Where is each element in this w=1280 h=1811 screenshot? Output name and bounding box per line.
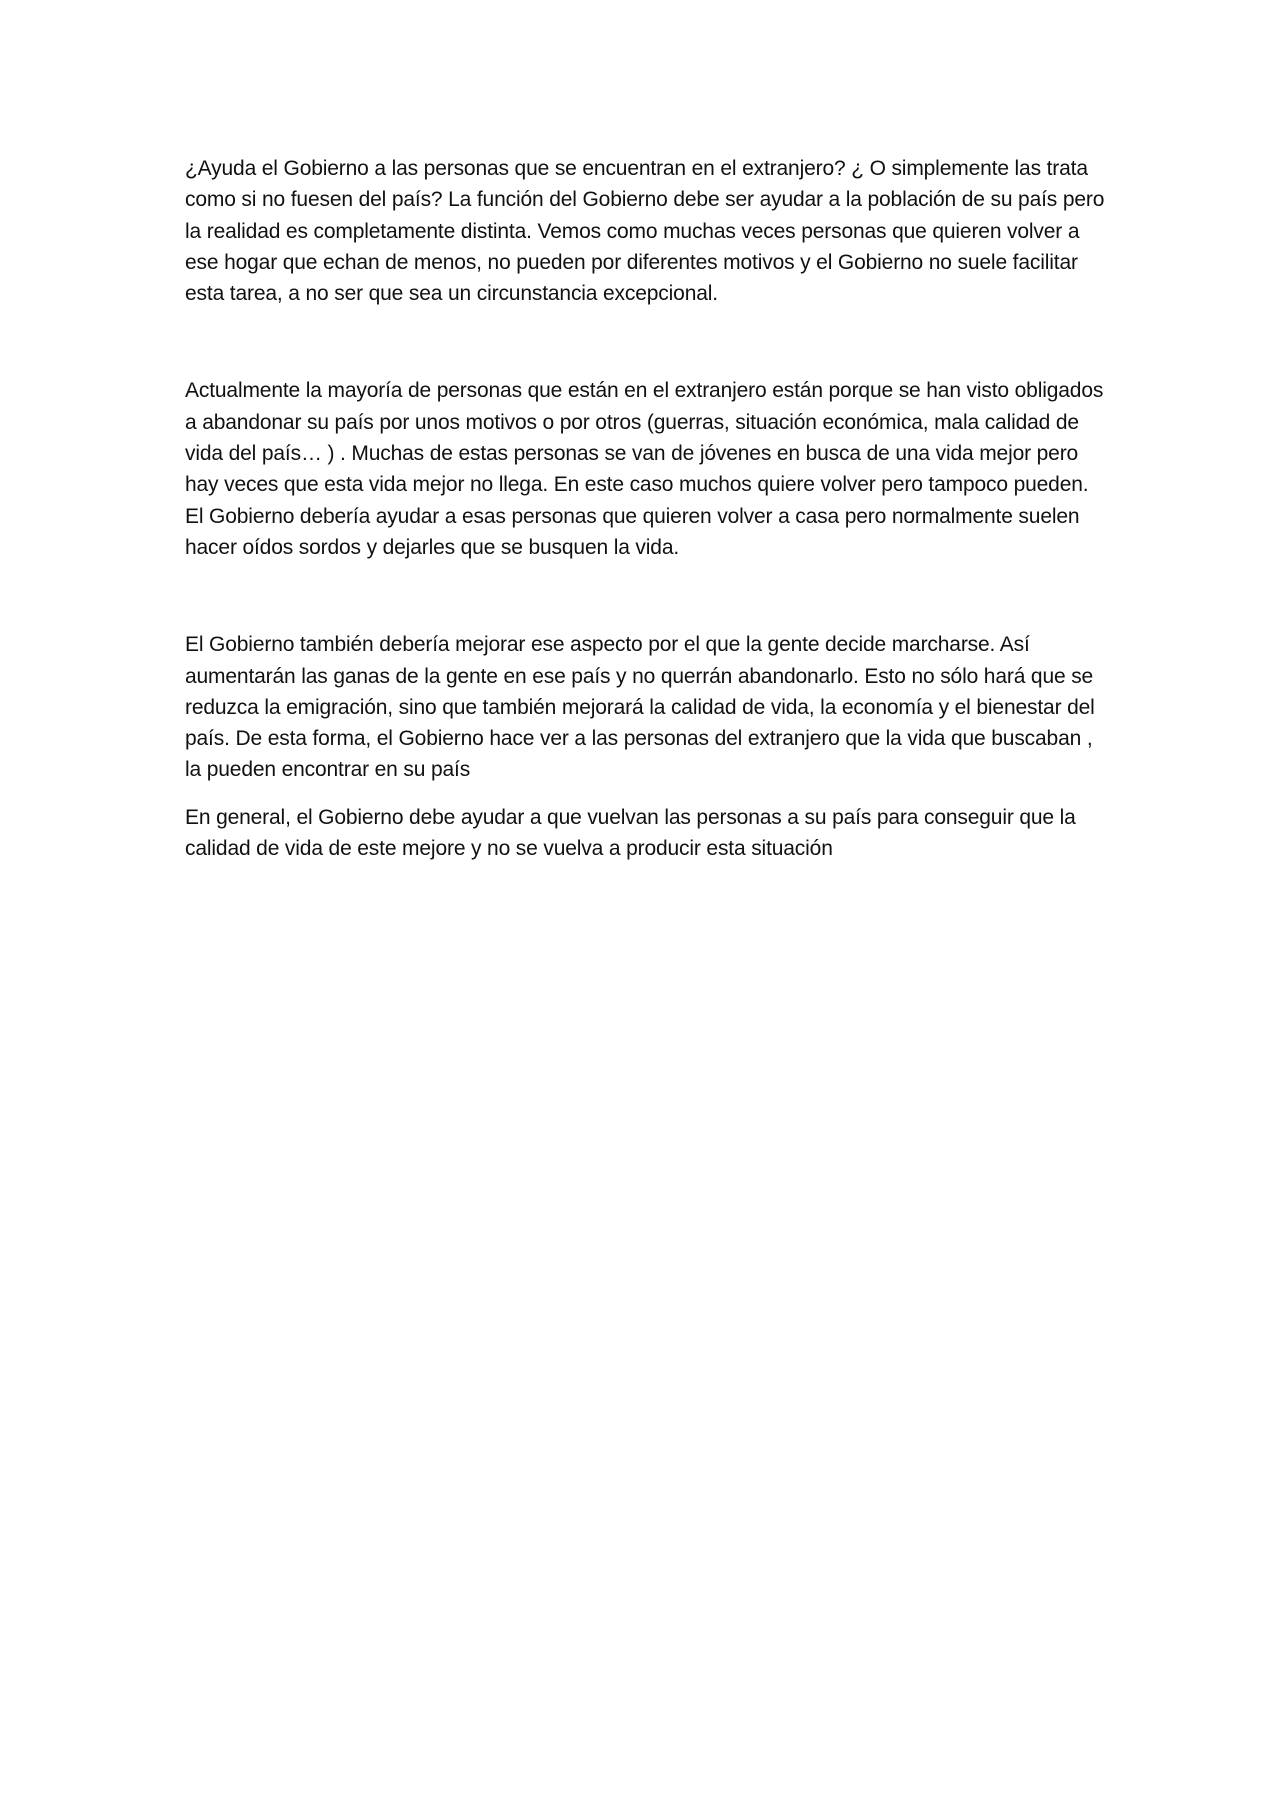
paragraph-1: ¿Ayuda el Gobierno a las personas que se encuentran en el extranjero? ¿ O simplemente las trata como si no fuesen del país? La función del Gobierno debe ser ayudar a la población de su país pero la realidad es completamente distinta. Vemos como muchas veces personas que quieren volver a ese hogar que echan de menos, no pueden por diferentes motivos y el Gobierno no suele facilitar esta tarea, a no ser que sea un circunstancia excepcional. [185, 157, 1105, 306]
paragraph-3: El Gobierno también debería mejorar ese aspecto por el que la gente decide marcharse. Así aumentarán las ganas de la gente en ese país y no querrán abandonarlo. Esto no sólo hará que se reduzca la emigración, sino que también mejorará la calidad de vida, la economía y el bienestar del país. De esta forma, el Gobierno hace ver a las personas del extranjero que la vida que buscaban , la pueden encontrar en su país [185, 633, 1095, 782]
document-body [185, 153, 1110, 864]
paragraph-4: En general, el Gobierno debe ayudar a que vuelvan las personas a su país para conseguir que la calidad de vida de este mejore y no se vuelva a producir esta situación [185, 805, 1076, 861]
paragraph-2: Actualmente la mayoría de personas que están en el extranjero están porque se han visto obligados a abandonar su país por unos motivos o por otros (guerras, situación económica, mala calidad de vida del país… ) . Muchas de estas personas se van de jóvenes en busca de una vida mejor pero hay veces que esta vida mejor no llega. En este caso muchos quiere volver pero tampoco pueden. El Gobierno debería ayudar a esas personas que quieren volver a casa pero normalmente suelen hacer oídos sordos y dejarles que se busquen la vida. [185, 379, 1104, 559]
